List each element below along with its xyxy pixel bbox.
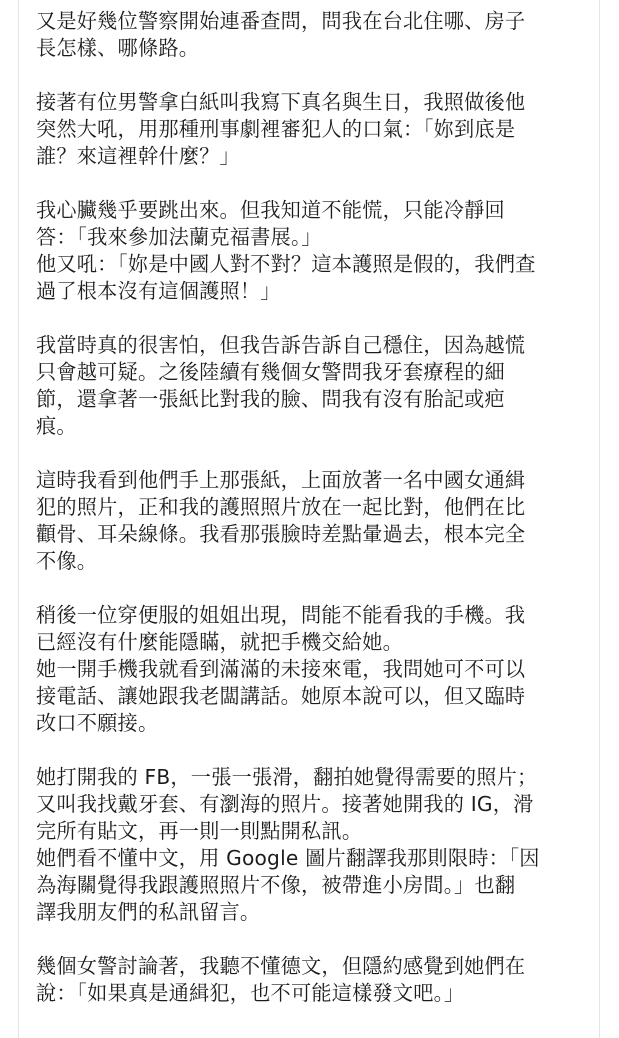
- post-paragraph: [36, 953, 586, 1007]
- paragraph-line: 接著有位男警拿白紙叫我寫下真名與生日，我照做後他: [36, 90, 526, 114]
- paragraph-line: 為海關覺得我跟護照照片不像，被帶進小房間。」也翻: [36, 873, 516, 897]
- paragraph-line: 這時我看到他們手上那張紙，上面放著一名中國女通緝: [36, 468, 526, 492]
- paragraph-line: 她一開手機我就看到滿滿的未接來電，我問她可不可以: [36, 657, 526, 681]
- paragraph-line: 說：「如果真是通緝犯，也不可能這樣發文吧。」: [36, 981, 465, 1005]
- post-paragraph: [36, 89, 586, 170]
- paragraph-line: 幾個女警討論著，我聽不懂德文，但隱約感覺到她們在: [36, 954, 526, 978]
- post-paragraph: [36, 8, 586, 62]
- paragraph-line: 又叫我找戴牙套、有瀏海的照片。接著她開我的 IG，滑: [36, 792, 534, 816]
- paragraph-line: 她打開我的 FB，一張一張滑，翻拍她覺得需要的照片；: [36, 765, 538, 789]
- paragraph-line: 犯的照片，正和我的護照照片放在一起比對，他們在比: [36, 495, 526, 519]
- post-paragraph: [36, 764, 586, 926]
- paragraph-line: 譯我朋友們的私訊留言。: [36, 900, 261, 924]
- paragraph-line: 又是好幾位警察開始連番查問，問我在台北住哪、房子: [36, 9, 526, 33]
- post-paragraph: [36, 197, 586, 305]
- paragraph-line: 痕。: [36, 414, 77, 438]
- paragraph-line: 稍後一位穿便服的姐姐出現，問能不能看我的手機。我: [36, 603, 526, 627]
- paragraph-line: 我心臟幾乎要跳出來。但我知道不能慌，只能冷靜回: [36, 198, 505, 222]
- paragraph-line: 答：「我來參加法蘭克福書展。」: [36, 225, 322, 249]
- paragraph-line: 完所有貼文，再一則一則點開私訊。: [36, 819, 363, 843]
- paragraph-line: 突然大吼，用那種刑事劇裡審犯人的口氣：「妳到底是: [36, 117, 516, 141]
- paragraph-line: 接電話、讓她跟我老闆講話。她原本說可以，但又臨時: [36, 684, 526, 708]
- paragraph-line: 誰？來這裡幹什麼？」: [36, 144, 240, 168]
- paragraph-line: 改口不願接。: [36, 711, 159, 735]
- paragraph-line: 不像。: [36, 549, 98, 573]
- paragraph-line: 顴骨、耳朵線條。我看那張臉時差點暈過去，根本完全: [36, 522, 526, 546]
- paragraph-line: 只會越可疑。之後陸續有幾個女警問我牙套療程的細: [36, 360, 505, 384]
- post-paragraph: [36, 467, 586, 575]
- post-body-text: [36, 8, 586, 1034]
- paragraph-line: 節，還拿著一張紙比對我的臉、問我有沒有胎記或疤: [36, 387, 505, 411]
- paragraph-line: 已經沒有什麼能隱瞞，就把手機交給她。: [36, 630, 403, 654]
- post-paragraph: [36, 602, 586, 737]
- paragraph-line: 長怎樣、哪條路。: [36, 36, 200, 60]
- post-paragraph: [36, 332, 586, 440]
- paragraph-line: 過了根本沒有這個護照！」: [36, 279, 281, 303]
- paragraph-line: 她們看不懂中文，用 Google 圖片翻譯我那則限時：「因: [36, 846, 540, 870]
- paragraph-line: 他又吼：「妳是中國人對不對？這本護照是假的，我們查: [36, 252, 536, 276]
- paragraph-line: 我當時真的很害怕，但我告訴告訴自己穩住，因為越慌: [36, 333, 526, 357]
